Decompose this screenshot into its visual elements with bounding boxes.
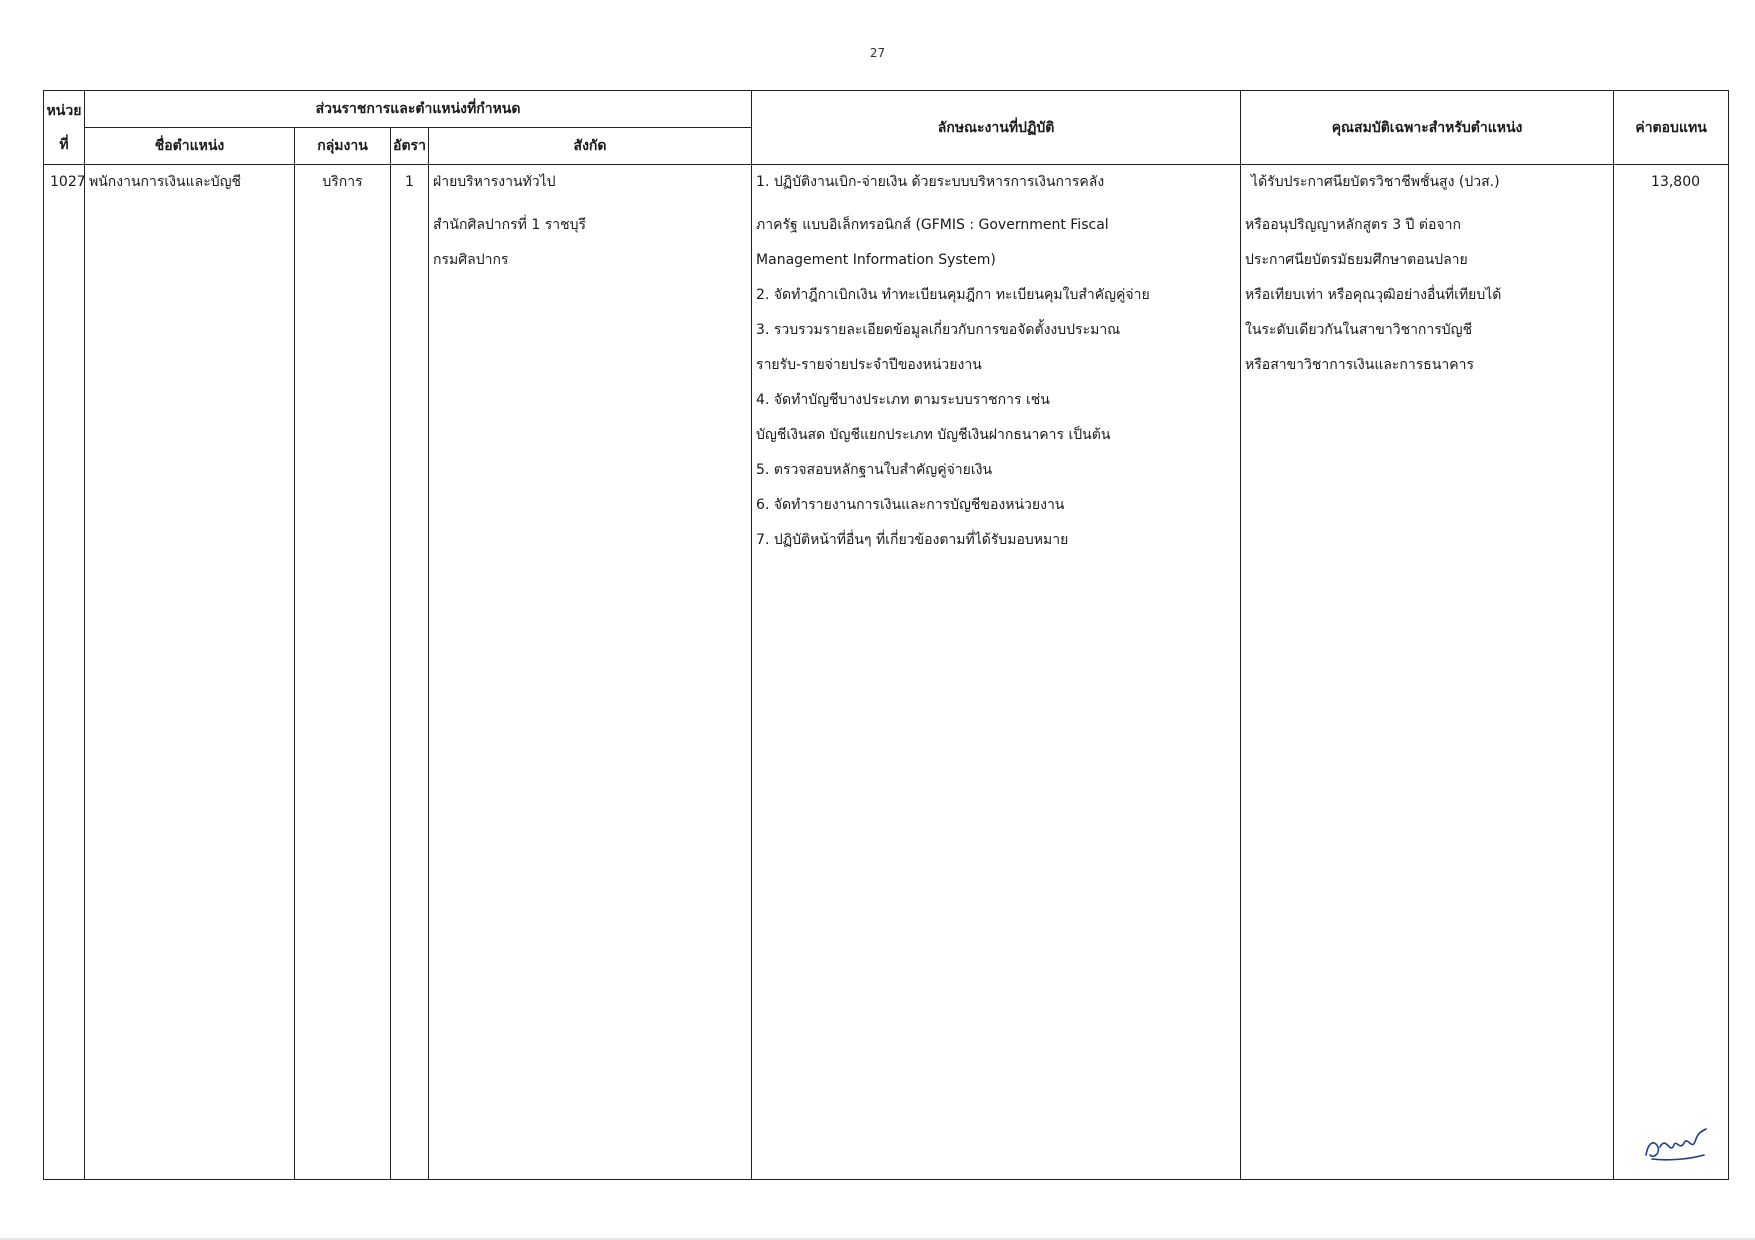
affiliation-line: กรมศิลปากร: [433, 252, 509, 268]
header-section-group: ส่วนราชการและตำแหน่งที่กำหนด: [85, 91, 752, 128]
qualification-line: หรือเทียบเท่า หรือคุณวุฒิอย่างอื่นที่เทียบได้: [1245, 287, 1502, 303]
qualification-line: ในระดับเดียวกันในสาขาวิชาการบัญชี: [1245, 322, 1473, 338]
header-unit-line1: หน่วย: [46, 102, 82, 119]
header-work-group: กลุ่มงาน: [295, 128, 391, 165]
cell-work-group: [295, 165, 391, 1180]
job-description-line: 3. รวบรวมรายละเอียดข้อมูลเกี่ยวกับการขอจัดตั้งงบประมาณ: [756, 322, 1121, 338]
header-rate: อัตรา: [391, 128, 429, 165]
cell-position-name: [85, 165, 295, 1180]
table-row: [44, 165, 1729, 1180]
page-number: 27: [869, 46, 886, 60]
header-qualifications: คุณสมบัติเฉพาะสำหรับตำแหน่ง: [1241, 91, 1614, 165]
cell-compensation: [1614, 165, 1729, 1180]
compensation-value: 13,800: [1651, 174, 1701, 190]
affiliation-line: ฝ่ายบริหารงานทั่วไป: [433, 174, 556, 190]
job-description-line: 5. ตรวจสอบหลักฐานใบสำคัญคู่จ่ายเงิน: [756, 462, 993, 478]
job-description-line: 7. ปฏิบัติหน้าที่อื่นๆ ที่เกี่ยวข้องตามที่ได้รับมอบหมาย: [756, 532, 1069, 548]
affiliation-line: สำนักศิลปากรที่ 1 ราชบุรี: [433, 217, 586, 233]
job-description-line: บัญชีเงินสด บัญชีแยกประเภท บัญชีเงินฝากธนาคาร เป็นต้น: [756, 427, 1111, 443]
header-position-name: ชื่อตำแหน่ง: [85, 128, 295, 165]
header-affiliation: สังกัด: [429, 128, 752, 165]
job-description-line: ภาครัฐ แบบอิเล็กทรอนิกส์ (GFMIS : Government Fiscal: [756, 217, 1109, 233]
job-description-line: 1. ปฏิบัติงานเบิก-จ่ายเงิน ด้วยระบบบริหารการเงินการคลัง: [756, 174, 1105, 190]
header-unit-no: [44, 91, 85, 165]
header-job-description: ลักษณะงานที่ปฏิบัติ: [752, 91, 1241, 165]
qualification-line: หรือสาขาวิชาการเงินและการธนาคาร: [1245, 357, 1475, 373]
cell-qualifications: [1241, 165, 1614, 1180]
position-name-value: พนักงานการเงินและบัญชี: [89, 174, 242, 190]
qualification-line: ได้รับประกาศนียบัตรวิชาชีพชั้นสูง (ปวส.): [1251, 174, 1500, 190]
cell-job-description: [752, 165, 1241, 1180]
job-description-line: 6. จัดทำรายงานการเงินและการบัญชีของหน่วยงาน: [756, 497, 1065, 513]
qualification-line: หรืออนุปริญญาหลักสูตร 3 ปี ต่อจาก: [1245, 217, 1461, 233]
cell-affiliation: [429, 165, 752, 1180]
header-unit-line2: ที่: [59, 136, 69, 153]
header-row-top: [44, 91, 1729, 128]
job-description-line: 4. จัดทำบัญชีบางประเภท ตามระบบราชการ เช่น: [756, 392, 1050, 408]
rate-value: 1: [405, 174, 414, 190]
cell-unit-no: [44, 165, 85, 1180]
handwritten-signature: [1640, 1125, 1710, 1165]
job-description-line: Management Information System): [756, 252, 996, 268]
position-table-container: [43, 90, 1728, 1180]
qualification-line: ประกาศนียบัตรมัธยมศึกษาตอนปลาย: [1245, 252, 1468, 268]
unit-no-value: 1027: [50, 174, 86, 190]
work-group-value: บริการ: [322, 174, 363, 190]
header-compensation: ค่าตอบแทน: [1614, 91, 1729, 165]
cell-rate: [391, 165, 429, 1180]
job-description-line: รายรับ-รายจ่ายประจำปีของหน่วยงาน: [756, 357, 982, 373]
position-table: [43, 90, 1729, 1180]
job-description-line: 2. จัดทำฎีกาเบิกเงิน ทำทะเบียนคุมฎีกา ทะเบียนคุมใบสำคัญคู่จ่าย: [756, 287, 1150, 303]
